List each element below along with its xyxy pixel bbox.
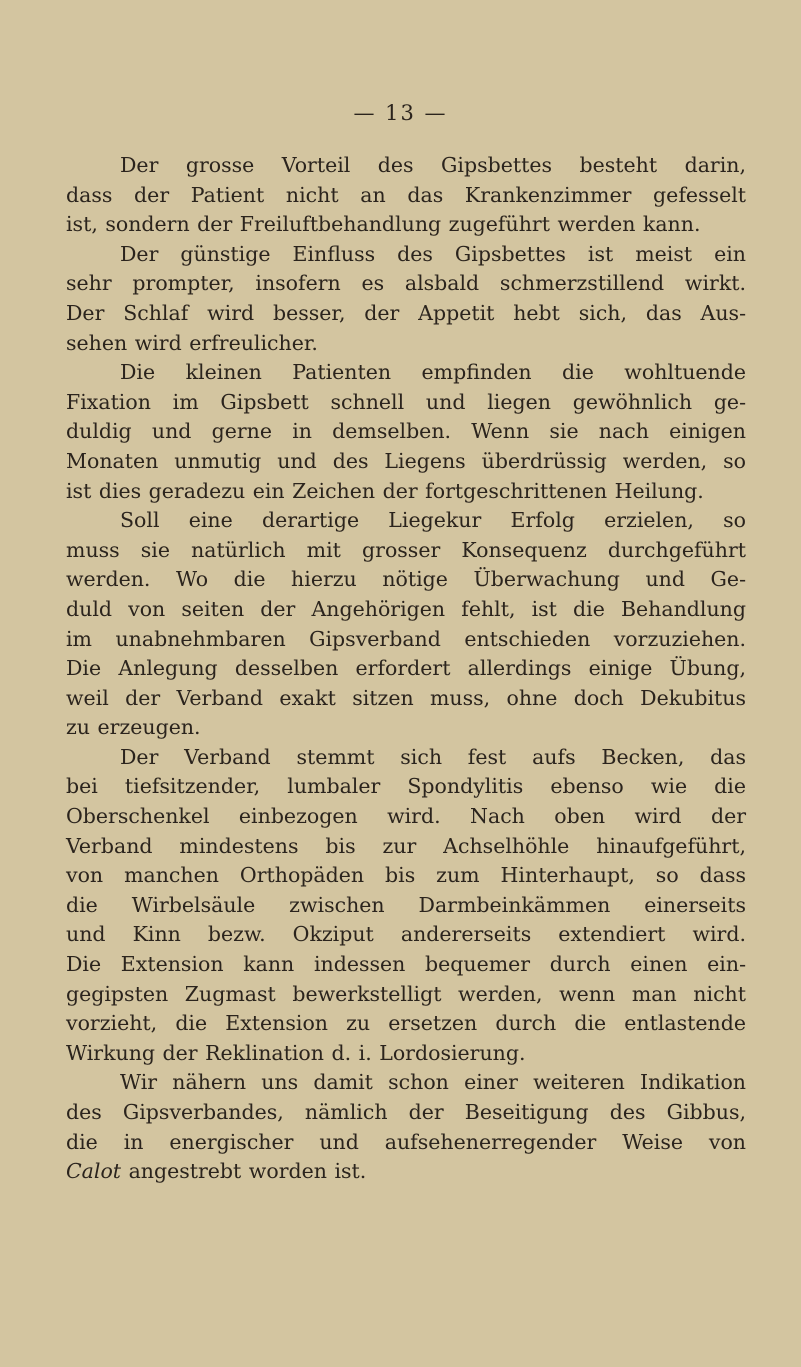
paragraph [66,151,746,240]
text-line: weil der Verband exakt sitzen muss, ohne doch Dekubitus [66,685,746,710]
text-line: muss sie natürlich mit grosser Konsequenz durchgeführt [66,537,746,562]
text-line: Der Verband stemmt sich fest aufs Becken, das [120,744,746,769]
text-line: sehen wird erfreulicher. [66,330,318,355]
text-line: sehr prompter, insofern es alsbald schmerzstillend wirkt. [66,271,746,296]
text-line: des Gipsverbandes, nämlich der Beseitigung des Gibbus, [66,1100,746,1124]
text-line: Wir nähern uns damit schon einer weiteren Indikation [120,1070,746,1095]
paragraph [66,743,746,1069]
text-line [66,1157,746,1187]
text-line: Wirkung der Reklination d. i. Lordosierung. [66,1040,526,1065]
text-line: die Wirbelsäule zwischen Darmbeinkämmen einerseits [66,892,746,917]
text-line: Der Schlaf wird besser, der Appetit hebt sich, das Aus- [66,300,746,325]
text-line: Monaten unmutig und des Liegens überdrüssig werden, so [66,448,746,473]
text-line: Verband mindestens bis zur Achselhöhle hinaufgeführt, [66,833,746,858]
paragraph [66,506,746,743]
text-line: im unabnehmbaren Gipsverband entschieden vorzuziehen. [66,626,746,651]
body-text [66,151,746,1187]
paragraph [66,358,746,506]
text-line: Die kleinen Patienten empfinden die wohltuende [120,360,746,385]
text-line: bei tiefsitzender, lumbaler Spondylitis ebenso wie die [66,774,746,799]
text-line: duldig und gerne in demselben. Wenn sie nach einigen [66,419,746,444]
text-line: Die Anlegung desselben erfordert allerdings einige Übung, [66,656,746,681]
text-line: dass der Patient nicht an das Krankenzimmer gefesselt [66,182,746,207]
text-line: Fixation im Gipsbett schnell und liegen gewöhnlich ge- [66,389,746,414]
text-line: zu erzeugen. [66,715,201,740]
text-line: duld von seiten der Angehörigen fehlt, ist die Behandlung [66,596,746,621]
text-line: und Kinn bezw. Okziput andererseits extendiert wird. [66,922,746,947]
text-line: von manchen Orthopäden bis zum Hinterhaupt, so dass [66,863,746,888]
text-line: Der grosse Vorteil des Gipsbettes besteht darin, [120,153,746,177]
text-line: ist dies geradezu ein Zeichen der fortgeschrittenen Heilung. [66,478,704,503]
text-line: die in energischer und aufsehenerregender Weise von [66,1129,746,1154]
page-number: — 13 — [353,101,448,125]
text-line: Der günstige Einfluss des Gipsbettes ist meist ein [120,241,746,266]
text-fragment: angestrebt worden ist. [121,1159,367,1184]
paragraph [66,240,746,358]
text-line: Die Extension kann indessen bequemer durch einen ein- [66,952,746,977]
text-line: ist, sondern der Freiluftbehandlung zugeführt werden kann. [66,212,701,237]
text-line: vorzieht, die Extension zu ersetzen durch die entlastende [66,1011,746,1036]
text-line: Oberschenkel einbezogen wird. Nach oben wird der [66,804,746,829]
author-name: Calot [66,1159,122,1184]
text-line: Soll eine derartige Liegekur Erfolg erzielen, so [120,508,746,533]
paragraph [66,1068,746,1186]
text-line: gegipsten Zugmast bewerkstelligt werden, wenn man nicht [66,981,746,1006]
text-line: werden. Wo die hierzu nötige Überwachung und Ge- [66,567,746,592]
